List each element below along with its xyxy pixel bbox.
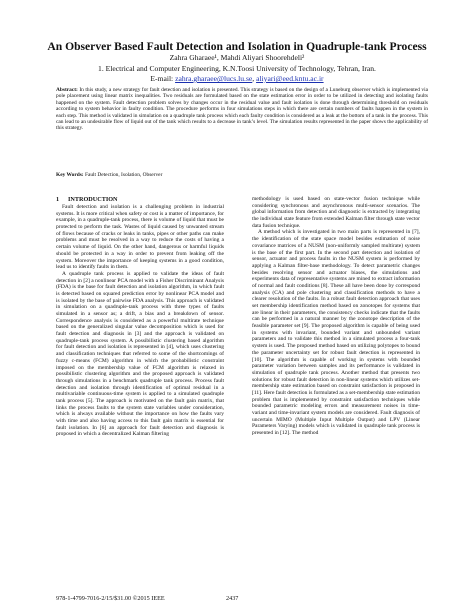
right-column xyxy=(252,196,420,582)
abstract-text: In this study, a new strategy for fault detection and isolation is presented. This strategy is based on the design of a Luneburg observer which is implemented via pole placement using linear matrix inequalities. Two residuals are formulated based on the state estimation error in order to be utilized in detecting and isolating faults happened on the system. Fault detection problem solves by changes occur in the residual value and fault isolation is done through determining threshold on residuals according to system behavior in faulty condition. The procedure performs in four simulations steps in which there are certain numbers of faults happen in the system in each step. This method is validated in simulation on a quadruple tank process which each faulty condition is considered as a leak at the bottom of a tank in the process. This can lead to an undesirable flow of liquid out of the tank which results to a decrease in tank’s level. The simulation results represented in the paper shows the applicability of this strategy. xyxy=(56,87,428,132)
left-column xyxy=(56,204,224,580)
email-prefix: E-mail: xyxy=(150,74,176,83)
body-paragraph: methodology is used based on state-vector fusion technique while considering synchronous and asynchronous multi-sensor scenarios. The global information from detection and diagnostic is extracted by integrating the individual state feature from extended Kalman filter through state vector data fusion technique. xyxy=(252,196,420,229)
email-separator: , xyxy=(252,74,257,83)
keywords xyxy=(56,172,428,179)
body-paragraph: A quadruple tank process is applied to validate the ideas of fault detection in [2] a nonlinear PCA model with a Fisher Discriminant Analysis (FDA) is the base for fault detection and isolation algorithm, in which fault is detected based on squared prediction error by nonlinear PCA model and is isolated by the base of pairwise FDA analysis. This approach is validated in simulation on a quadruple-tank process with three types of faults simulated in a sensor as; a drift, a bias and a breakdown of sensor. Correspondence analysis is considered as a powerful multirate technique based on the generalized singular value decomposition which is used for fault detection and diagnosis in [3] and the approach is validated on quadruple-tank process system. A possibilistic clustering based algorithm for fault detection and isolation is represented in [4], which uses clustering and classification techniques that referred to some of the shortcomings of fuzzy c-means (FCM) algorithm in which the probabilistic constraint imposed on the membership value of FCM algorithm is relaxed in possibilistic clustering algorithm and the proposed approach is validated through simulations in a benchmark quadruple tank process. Process fault detection and isolation through identification of optimal residual in a multivariable continuous-time system is applied to a simulated quadruple tank process [5]. The approach is motivated on the fault gain matrix, that links the process faults to the system state variables under consideration, which is always available without the importance on how the faults vary with time and also having access to this fault gain matrix is essential for fault isolation. In [6] an approach for fault detection and diagnosis is proposed in which a decentralized Kalman filtering xyxy=(56,270,224,438)
page-number: 2437 xyxy=(226,595,239,602)
paper-title: An Observer Based Fault Detection and Isolation in Quadruple-tank Process xyxy=(47,40,427,53)
affiliation: 1. Electrical and Computer Engineering, K.N.Toosi University of Technology, Tehran, Iran. xyxy=(98,64,376,73)
email-link-2[interactable]: aliyari@eed.kntu.ac.ir xyxy=(256,74,324,83)
section-title: INTRODUCTION xyxy=(68,196,118,203)
email-line xyxy=(20,74,454,84)
abstract-label: Abstract: xyxy=(56,87,78,93)
body-paragraph: A method which is investigated in two main parts is represented in [7], the identification of the state space model besides estimation of noise covariance matrices of a NUSM (non-uniformly sampled multirate) system is the base of the first part. In the second part detection and isolation of sensor, actuator and process faults in the NUSM system is performed by applying a Kalman filter-base methodology. To detect parametric changes besides resolving sensor and actuator biases, the simulations and experiments data of representative systems are mined to extract information of normal and fault conditions [8]. These all have been done by correspond analysis (CA) and pole clustering and classification methods to have a clearer resolution of the faults. In a robust fault detection approach that uses set membership identification method based on zonotopes for systems that are linear in their parameters, the consistency checks indicate that the faults can be performed in a natural manner by the zonotope description of the feasible parameter set [9]. The proposed algorithm is capable of being used in systems with invariant, bounded variant and unbounded variant parameters and to validate this method in a simulated process a four-tank system is used. The proposed method based on utilizing polytopes to bound the parameter uncertainty set for robust fault detection is represented in [10]. The algorithm is capable of working in systems with bounded parameter variation between samples and its performance is validated in simulation of quadruple tank process. Another method that presents two solutions for robust fault detection in non-linear systems which utilizes set-membership state estimation based on constraint satisfaction is proposed in [11]. Here fault detection is formulated as a set-membership state estimation problem that is implemented by constraint satisfaction techniques while bounded parametric modeling errors and measurement noises in time-variant and time-invariant system models are considered. Fault diagnosis of uncertain MIMO (Multiple Input Multiple Output) and LPV (Linear Parameters Varying) models which is validated in quadruple tank process is presented in [12]. The method xyxy=(252,229,420,437)
abstract xyxy=(56,87,428,132)
keywords-label: Key Words: xyxy=(56,172,84,178)
author-list: Zahra Gharaee¹, Mahdi Aliyari Shoorehdeli² xyxy=(169,53,305,62)
body-paragraph: Fault detection and isolation is a challenging problem in industrial systems. It is more critical when safety or cost is a matter of importance, for example, in a quadruple-tank process, there is volume of liquid that must be protected to perform the task. Wastes of liquid caused by unwanted stream of flows because of cracks or leaks in tanks, pipes or other paths can make problems and must be resolved in a way to reduce the costs of having a certain volume of liquid. On the other hand, dangerous or harmful liquids should be protected in a way in order to prevent from leaking off the system. Moreover the importance of keeping systems in a good condition, lead us to identify faults in them. xyxy=(56,204,224,271)
footer-isbn: 978-1-4799-7016-2/15/$31.00 ©2015 IEEE xyxy=(56,595,165,602)
section-number: 1 xyxy=(56,196,60,203)
email-link-1[interactable]: zahra.gharaee@lucs.lu.se xyxy=(175,74,253,83)
section-heading xyxy=(56,196,224,203)
keywords-text: Fault Detection, Isolation, Observer xyxy=(84,172,163,178)
